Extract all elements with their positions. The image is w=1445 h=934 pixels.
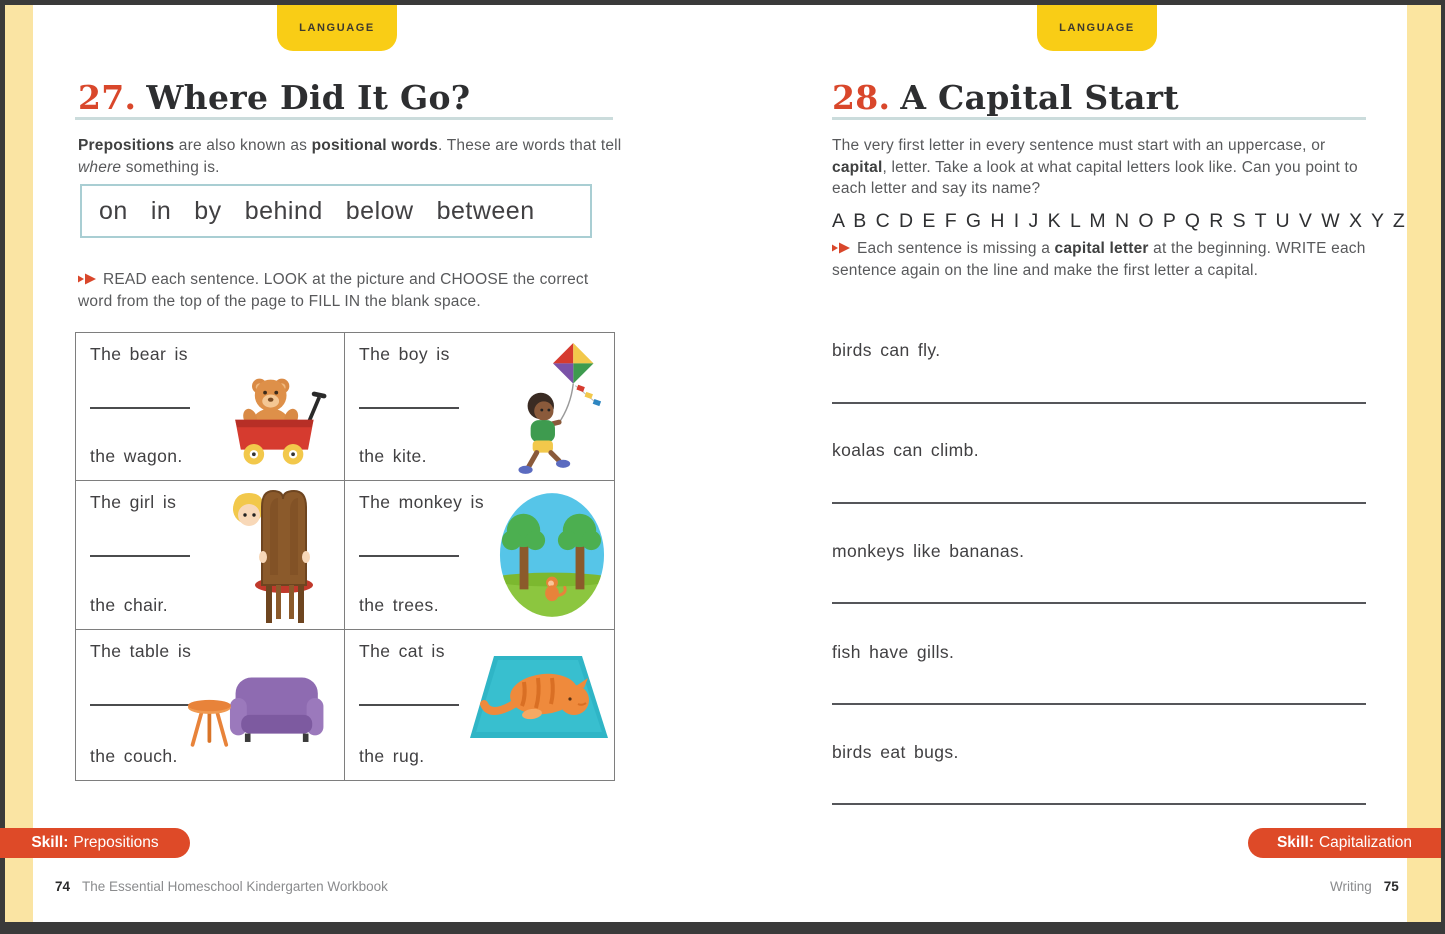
skill-badge-prepositions [0, 828, 190, 858]
lesson-number: 27. [78, 78, 137, 117]
lesson-title-28 [832, 78, 1179, 117]
fill-in-blank[interactable] [90, 555, 190, 557]
skill-badge-prefix: Skill: [1276, 834, 1314, 851]
sentence-end: the trees. [359, 595, 439, 615]
section-tab-language-left [277, 5, 397, 51]
exercise-cell-cat [345, 630, 614, 780]
skill-badge-label: Prepositions [73, 834, 159, 851]
answer-line[interactable] [832, 502, 1366, 504]
lesson-intro: Prepositions are also known as positional words. These are words that tell where something is. [78, 137, 622, 176]
exercise-cell-table [76, 630, 345, 780]
red-arrow-icon [78, 273, 97, 285]
intro-italic: where [78, 158, 122, 176]
title-underline [832, 117, 1366, 120]
exercise-cell-girl [76, 481, 345, 630]
practice-sentence: birds can fly. [832, 340, 941, 360]
boy-flying-kite-illustration [500, 339, 612, 479]
skill-badge-prefix: Skill: [31, 834, 69, 851]
intro-bold: positional words [311, 137, 438, 154]
skill-badge-capitalization [1248, 828, 1441, 858]
answer-line[interactable] [832, 803, 1366, 805]
intro-bold: Prepositions [78, 137, 175, 154]
answer-line[interactable] [832, 703, 1366, 705]
exercise-cell-boy [345, 333, 614, 481]
sentence-end: the kite. [359, 446, 427, 466]
bear-in-wagon-illustration [224, 357, 336, 475]
word-bank-word: between [436, 196, 535, 225]
section-tab-label: LANGUAGE [1059, 22, 1135, 34]
book-title: The Essential Homeschool Kindergarten Workbook [82, 879, 388, 894]
monkey-between-trees-illustration [498, 491, 606, 619]
word-bank-word: behind [244, 196, 323, 225]
exercise-table [75, 332, 615, 781]
lesson-title-27 [78, 78, 470, 117]
capital-alphabet-row: A B C D E F G H I J K L M N O P Q R S T U V W X Y Z [832, 210, 1407, 232]
instruction-bold: capital letter [1054, 240, 1149, 257]
sentence-start: The table is [90, 641, 192, 661]
fill-in-blank[interactable] [90, 407, 190, 409]
word-bank-word: in [150, 196, 172, 225]
sentence-end: the chair. [90, 595, 169, 615]
title-underline [75, 117, 613, 120]
practice-sentence: birds eat bugs. [832, 742, 959, 762]
lesson-title-text: A Capital Start [900, 78, 1179, 117]
answer-line[interactable] [832, 602, 1366, 604]
word-bank-word: on [99, 196, 128, 225]
practice-sentence: fish have gills. [832, 642, 955, 662]
sentence-end: the wagon. [90, 446, 183, 466]
book-edge-right [1407, 5, 1441, 922]
word-bank-word: by [194, 196, 222, 225]
fill-in-blank[interactable] [359, 407, 459, 409]
sentence-start: The girl is [90, 492, 177, 512]
page-number-left: 74 [55, 879, 71, 894]
sentence-start: The cat is [359, 641, 445, 661]
section-tab-language-right [1037, 5, 1157, 51]
fill-in-blank[interactable] [90, 704, 190, 706]
answer-line[interactable] [832, 402, 1366, 404]
intro-bold: capital [832, 158, 883, 176]
instructions: READ each sentence. LOOK at the picture and CHOOSE the correct word from the top of the page to FILL IN the blank space. [78, 271, 589, 310]
fill-in-blank[interactable] [359, 555, 459, 557]
girl-behind-chair-illustration [222, 485, 322, 627]
practice-sentence: monkeys like bananas. [832, 541, 1025, 561]
practice-sentence: koalas can climb. [832, 440, 980, 460]
book-edge-left [5, 5, 33, 922]
sentence-start: The monkey is [359, 492, 484, 512]
instructions: Each sentence is missing a capital letter at the beginning. WRITE each sentence again on the line and make the first letter a capital. [832, 240, 1366, 279]
table-beside-couch-illustration [178, 670, 338, 756]
skill-badge-label: Capitalization [1318, 834, 1413, 851]
lesson-title-text: Where Did It Go? [146, 78, 471, 117]
page-number-right: 75 [1383, 879, 1399, 894]
fill-in-blank[interactable] [359, 704, 459, 706]
lesson-intro: The very first letter in every sentence must start with an uppercase, or capital, letter. Take a look at what capital letters look like. Can you point to each letter and say its name? [832, 137, 1358, 197]
cat-on-rug-illustration [462, 652, 612, 748]
footer-right [1330, 879, 1399, 894]
sentence-end: the rug. [359, 746, 425, 766]
exercise-cell-bear [76, 333, 345, 481]
footer-left [55, 879, 388, 894]
section-name: Writing [1330, 879, 1372, 894]
word-bank-box [80, 184, 592, 238]
sentence-start: The bear is [90, 344, 188, 364]
red-arrow-icon [832, 242, 851, 254]
section-tab-label: LANGUAGE [299, 22, 375, 34]
exercise-cell-monkey [345, 481, 614, 630]
sentence-start: The boy is [359, 344, 450, 364]
sentence-end: the couch. [90, 746, 178, 766]
lesson-number: 28. [832, 78, 891, 117]
word-bank-word: below [345, 196, 414, 225]
